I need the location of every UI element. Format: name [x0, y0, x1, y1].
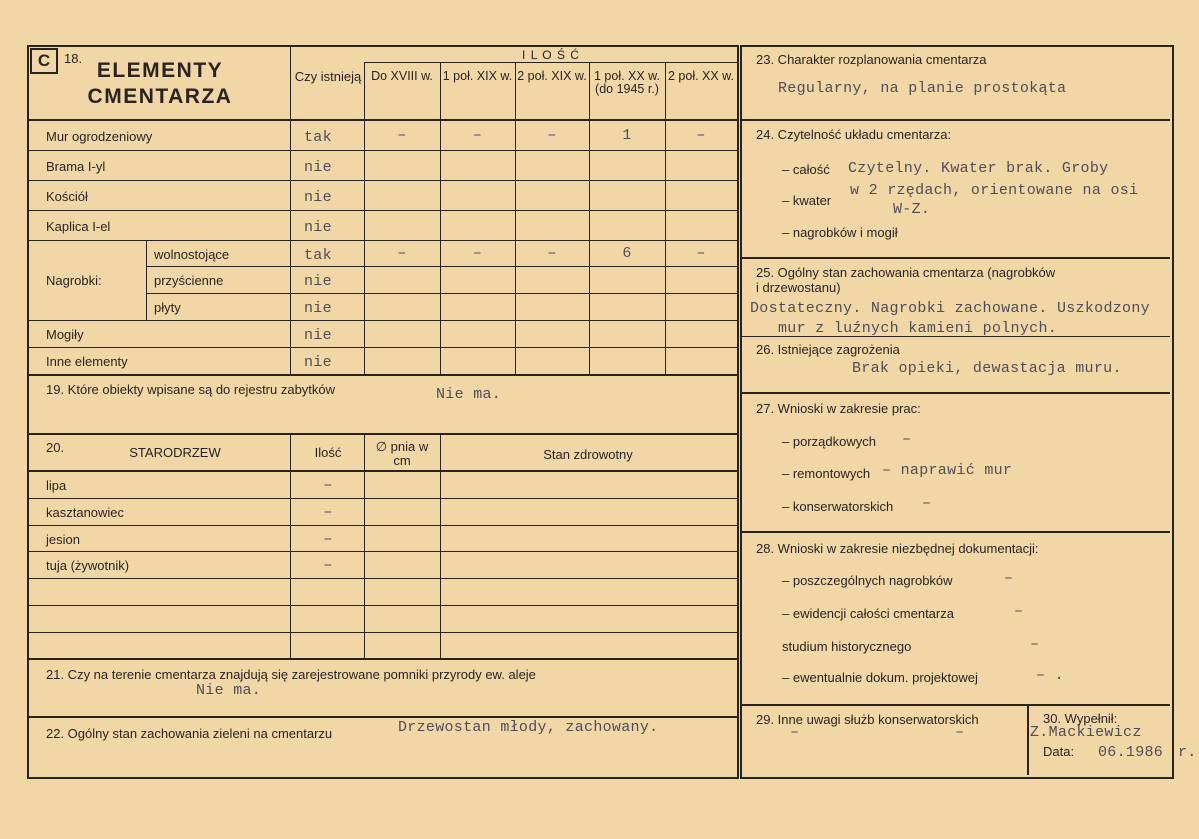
row-divider: [29, 180, 737, 181]
element-row-value: 1: [622, 126, 632, 144]
tree-name: jesion: [46, 531, 80, 547]
q28-item-answer: –: [1030, 636, 1040, 653]
element-row-value: –: [397, 126, 407, 144]
element-row-exists: tak: [304, 128, 332, 146]
element-row-exists: nie: [304, 218, 332, 236]
tree-ilosc: –: [323, 476, 333, 494]
q22-label: 22. Ogólny stan zachowania zieleni na cmentarzu: [46, 726, 333, 741]
q24-answer-line2: w 2 rzędach, orientowane na osi: [850, 182, 1139, 199]
tree-ilosc: –: [323, 557, 333, 574]
q25-answer-line2: mur z luźnych kamieni polnych.: [778, 320, 1058, 337]
element-row-value: –: [397, 244, 407, 262]
element-row-label: Kaplica I-el: [46, 218, 111, 234]
q25-label-line1: 25. Ogólny stan zachowania cmentarza (nagrobków: [756, 265, 1056, 280]
element-row-label: Inne elementy: [46, 354, 128, 369]
q19-answer: Nie ma.: [436, 386, 502, 403]
tree-row-divider: [29, 551, 737, 552]
element-row-label: płyty: [154, 300, 181, 315]
q23-answer: Regularny, na planie prostokąta: [778, 80, 1067, 97]
q20-col-ilosc: Ilość: [314, 445, 342, 460]
q28-item-answer: –: [1014, 603, 1024, 620]
q27-item1: – porządkowych: [782, 434, 876, 449]
element-row-exists: tak: [304, 246, 332, 264]
q20-col-stan: Stan zdrowotny: [543, 447, 633, 462]
q30-date-suffix: r.: [1178, 744, 1197, 761]
q24-label: 24. Czytelność układu cmentarza:: [756, 127, 952, 142]
q27-item3: – konserwatorskich: [782, 499, 894, 514]
row-divider: [29, 347, 737, 348]
q26-answer: Brak opieki, dewastacja muru.: [852, 360, 1122, 377]
q20-col-pnia: ∅ pnia w cm: [375, 439, 429, 468]
element-row-value: –: [472, 244, 483, 262]
period-header: 2 poł. XX w.: [667, 69, 734, 83]
q20-title: STARODRZEW: [129, 445, 221, 460]
q24-item-kwater: – kwater: [782, 193, 832, 208]
q27-item1-answer: –: [902, 431, 912, 448]
q27-item3-answer: –: [922, 495, 932, 512]
period-header: 1 poł. XX w. (do 1945 r.): [593, 69, 660, 96]
nagrobki-label: Nagrobki:: [46, 273, 102, 288]
q29-answer-b: –: [955, 724, 965, 741]
row-divider: [29, 240, 737, 241]
element-row-value: –: [547, 126, 557, 144]
q27-label: 27. Wnioski w zakresie prac:: [756, 401, 921, 416]
tree-ilosc: –: [323, 504, 333, 521]
q28-item-label: studium historycznego: [782, 639, 912, 654]
tree-row-divider: [29, 498, 737, 499]
element-row-label: Mur ogrodzeniowy: [46, 128, 153, 144]
ilosc-header: I L O Ś Ć: [522, 48, 580, 62]
section-letter-box: C: [30, 48, 58, 74]
q28-label: 28. Wnioski w zakresie niezbędnej dokumentacji:: [756, 541, 1039, 556]
element-row-label: Mogiły: [46, 327, 84, 342]
period-header: Do XVIII w.: [371, 69, 433, 83]
row-divider: [29, 210, 737, 211]
element-row-value: –: [547, 244, 557, 262]
q30-label: 30. Wypełnił:: [1043, 711, 1118, 726]
element-row-exists: nie: [304, 188, 332, 206]
q27-item2-answer: – naprawić mur: [882, 462, 1013, 479]
q24-item-nagrobkow: – nagrobków i mogił: [782, 225, 898, 240]
tree-name: kasztanowiec: [46, 505, 125, 520]
period-header: 2 poł. XIX w.: [517, 69, 587, 83]
row-divider: [146, 266, 737, 267]
q28-item-answer: –: [1004, 570, 1014, 587]
q29-answer-a: –: [790, 724, 800, 741]
tree-ilosc: –: [323, 530, 333, 548]
q19-label: 19. Które obiekty wpisane są do rejestru zabytków: [46, 382, 336, 397]
element-row-exists: nie: [304, 273, 332, 290]
q24-item-calosc: – całość: [782, 162, 830, 177]
element-row-value: 6: [622, 244, 632, 262]
period-header: 1 poł. XIX w.: [442, 69, 513, 83]
q26-label: 26. Istniejące zagrożenia: [756, 342, 900, 357]
element-row-exists: nie: [304, 327, 332, 344]
element-row-value: –: [472, 126, 483, 144]
q22-answer: Drzewostan młody, zachowany.: [398, 719, 659, 736]
q30-name: Z.Mackiewicz: [1030, 724, 1142, 741]
tree-name: lipa: [46, 477, 67, 493]
q28-item-label: – poszczególnych nagrobków: [782, 573, 953, 588]
tree-row-divider: [29, 525, 737, 526]
q28-item-label: – ewentualnie dokum. projektowej: [782, 670, 978, 685]
tree-name: tuja (żywotnik): [46, 558, 130, 573]
element-row-exists: nie: [304, 300, 332, 317]
section-title-line1: ELEMENTY: [96, 59, 224, 82]
element-row-label: Kościół: [46, 188, 88, 204]
q24-answer-line3: W-Z.: [893, 201, 931, 218]
q29-label: 29. Inne uwagi służb konserwatorskich: [756, 712, 979, 727]
q20-number: 20.: [46, 440, 65, 455]
tree-row-divider: [29, 605, 737, 606]
q27-item2: – remontowych: [782, 466, 871, 481]
section-title-line2: CMENTARZA: [87, 85, 233, 108]
element-row-label: wolnostojące: [154, 246, 230, 262]
element-row-exists: nie: [304, 158, 332, 176]
q25-answer-line1: Dostateczny. Nagrobki zachowane. Uszkodzony: [750, 300, 1150, 317]
tree-row-divider: [29, 632, 737, 633]
q28-item-label: – ewidencji całości cmentarza: [782, 606, 954, 621]
row-divider: [146, 293, 737, 294]
q30-date-label: Data:: [1043, 744, 1075, 759]
element-row-value: –: [696, 126, 706, 144]
q21-answer: Nie ma.: [196, 682, 262, 699]
row-divider: [29, 150, 737, 151]
element-row-value: –: [696, 244, 706, 262]
element-row-exists: nie: [304, 354, 332, 371]
q21-label: 21. Czy na terenie cmentarza znajdują się zarejestrowane pomniki przyrody ew. aleje: [46, 667, 536, 682]
q25-label-line2: i drzewostanu): [756, 280, 841, 295]
q23-label: 23. Charakter rozplanowania cmentarza: [756, 52, 987, 67]
element-row-label: Brama I-yl: [46, 158, 106, 174]
q30-date-value: 06.1986: [1098, 744, 1164, 761]
col-exists-header: Czy istnieją: [294, 69, 362, 84]
element-row-label: przyścienne: [154, 273, 224, 288]
section-number: 18.: [64, 51, 83, 66]
q28-item-answer: – .: [1036, 667, 1064, 684]
row-divider: [29, 320, 737, 321]
tree-row-divider: [29, 578, 737, 579]
q24-answer-line1: Czytelny. Kwater brak. Groby: [848, 160, 1109, 177]
